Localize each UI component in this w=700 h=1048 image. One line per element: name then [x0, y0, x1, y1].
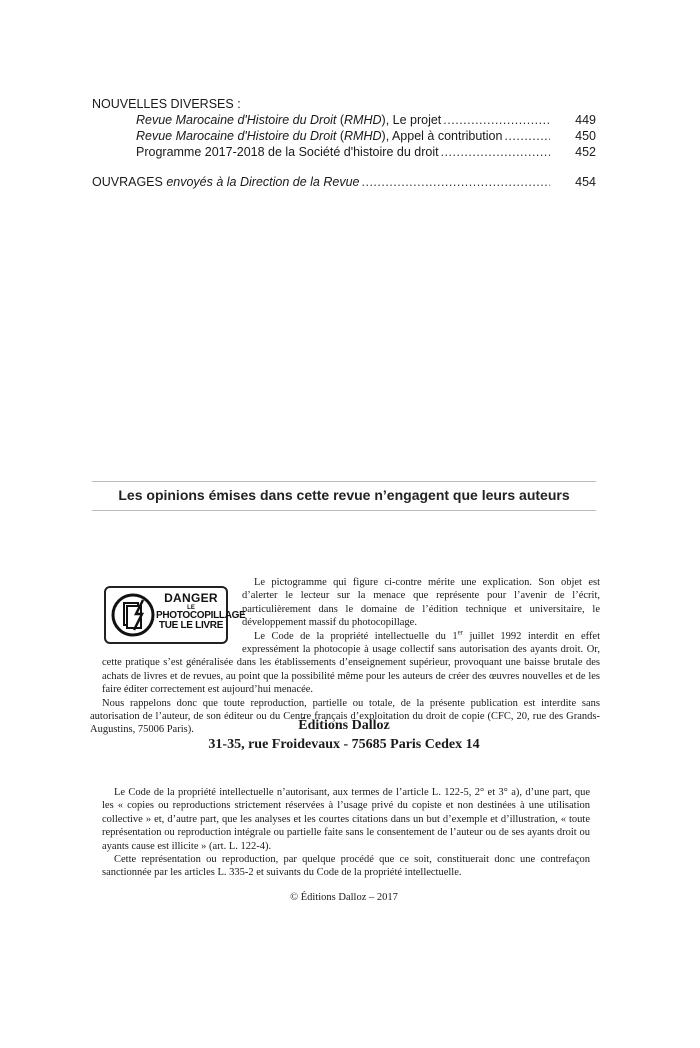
- toc-entry-ouvrages: [92, 174, 596, 190]
- publisher-block: [92, 716, 596, 754]
- section-heading: NOUVELLES DIVERSES :: [92, 97, 241, 111]
- publisher-name: Éditions Dalloz: [298, 718, 390, 733]
- toc-page-number: 452: [575, 145, 596, 159]
- toc-page-number: 454: [575, 175, 596, 189]
- dot-leader: [443, 112, 550, 128]
- warning-paragraph: Le pictogramme qui figure ci-contre mérite une explication. Son objet est d’alerter le lecteur sur la menace que représente pour l’avenir de l’écrit, particulièrement dans le domaine de l’édition technique et universitaire, le développement massif du photocopillage.: [242, 577, 600, 629]
- toc-entry: [136, 128, 596, 144]
- legal-notice: [102, 786, 590, 880]
- photocopy-warning: [90, 576, 600, 737]
- dot-leader: [441, 144, 550, 160]
- opinion-notice: Les opinions émises dans cette revue n’engagent que leurs auteurs: [92, 481, 596, 511]
- table-of-contents: [92, 96, 596, 190]
- toc-entry: [136, 144, 596, 160]
- dot-leader: [504, 128, 550, 144]
- toc-entry-title: OUVRAGES envoyés à la Direction de la Revue: [92, 175, 360, 189]
- toc-entry: [136, 112, 596, 128]
- legal-paragraph: Le Code de la propriété intellectuelle n’autorisant, aux termes de l’article L. 122-5, 2° et 3° a), d’une part, que les « copies ou reproductions strictement réservées à l’usage privé du copiste et non destinées à une utilisation collective » et, d’autre part, que les analyses et les courtes citations dans un but d’exemple et d’illustration, « toute représentation ou reproduction intégrale ou partielle faite sans le consentement de l’auteur ou de ses ayants droit ou ayants cause est illicite » (art. L. 122-4).: [102, 787, 590, 852]
- toc-page-number: 450: [575, 129, 596, 143]
- toc-entry-title: Revue Marocaine d'Histoire du Droit (RMHD), Le projet: [136, 113, 442, 127]
- dot-leader: [362, 174, 551, 190]
- publisher-address: 31-35, rue Froidevaux - 75685 Paris Cedex 14: [208, 737, 480, 752]
- no-photocopy-icon: [110, 592, 156, 638]
- toc-entry-title: Programme 2017-2018 de la Société d'histoire du droit: [136, 145, 439, 159]
- danger-photocopillage-logo: [104, 586, 246, 644]
- toc-page-number: 449: [575, 113, 596, 127]
- logo-text: DANGER LE PHOTOCOPILLAGE TUE LE LIVRE: [156, 591, 246, 631]
- warning-paragraph: Nous rappelons donc que toute reproduction, partielle ou totale, de la présente publication est interdite sans autorisation de l’auteur, de son éditeur ou du Centre français d’exploitation du droit de copie (CFC, 20, rue des Grands-Augustins, 75006 Paris).: [90, 697, 600, 736]
- legal-paragraph: Cette représentation ou reproduction, par quelque procédé que ce soit, constituerait donc une contrefaçon sanctionnée par les articles L. 335-2 et suivants du Code de la propriété intellectuelle.: [102, 854, 590, 879]
- copyright-line: © Éditions Dalloz – 2017: [290, 892, 398, 903]
- warning-paragraph: Le Code de la propriété intellectuelle du 1er juillet 1992 interdit en effet expressément la photocopie à usage collectif sans autorisation des ayants droit. Or, cette pratique s’est généralisée dans les établissements d’enseignement supérieur, provoquant une baisse brutale des achats de livres et de revues, au point que la possibilité même pour les auteurs de créer des œuvres nouvelles et de les faire éditer correctement est aujourd’hui menacée.: [102, 628, 600, 696]
- toc-entry-title: Revue Marocaine d'Histoire du Droit (RMHD), Appel à contribution: [136, 129, 503, 143]
